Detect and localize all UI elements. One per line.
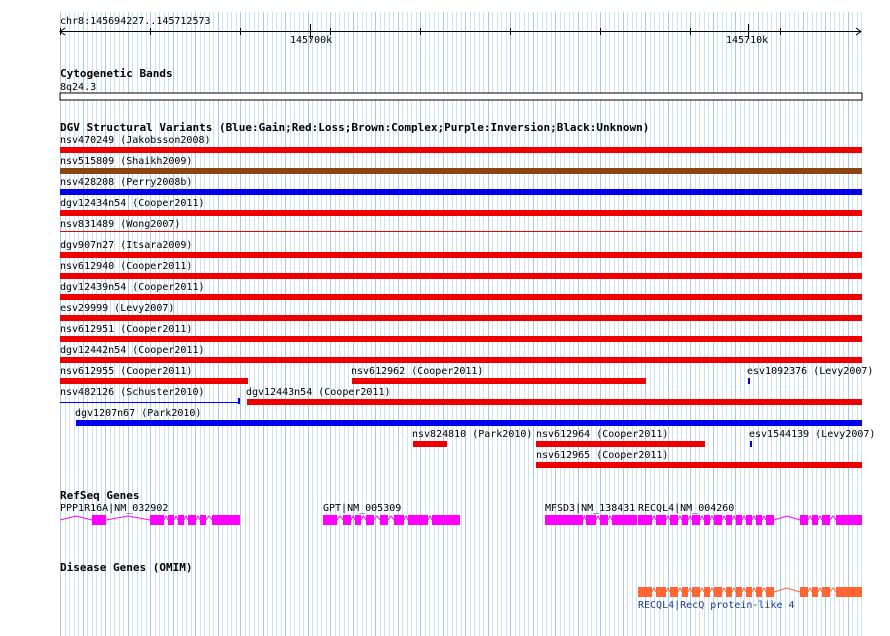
refseq-gene-recql4-exon[interactable]: [692, 515, 700, 525]
variant-label[interactable]: nsv831489 (Wong2007): [60, 219, 181, 230]
variant-bar[interactable]: [60, 336, 862, 342]
variant-bar[interactable]: [60, 315, 862, 321]
refseq-gene-gpt-exon[interactable]: [394, 515, 404, 525]
variant-bar[interactable]: [60, 402, 239, 403]
refseq-gene-recql4-exon[interactable]: [704, 515, 710, 525]
variant-bar[interactable]: [60, 147, 862, 153]
variant-label[interactable]: nsv612964 (Cooper2011): [536, 429, 669, 440]
refseq-gene-recql4-exon[interactable]: [670, 515, 678, 525]
ruler-tick-label-145700k: 145700k: [290, 35, 333, 46]
cytoband-label: 8q24.3: [60, 82, 97, 93]
refseq-gene-recql4-intron: [808, 516, 812, 520]
cytoband-bar: [60, 93, 862, 100]
variant-label[interactable]: dgv907n27 (Itsara2009): [60, 240, 193, 251]
omim-gene-recql4-exon[interactable]: [638, 587, 652, 597]
omim-gene-recql4-exon[interactable]: [746, 587, 752, 597]
omim-gene-recql4-exon[interactable]: [656, 587, 666, 597]
refseq-gene-mfsd3-exon[interactable]: [600, 515, 608, 525]
omim-gene-recql4-intron: [700, 588, 704, 592]
refseq-gene-ppp1r16a-intron: [196, 516, 200, 520]
omim-gene-recql4-exon[interactable]: [736, 587, 742, 597]
omim-gene-recql4-exon[interactable]: [766, 587, 774, 597]
variant-label[interactable]: dgv12434n54 (Cooper2011): [60, 198, 205, 209]
gene-label[interactable]: MFSD3|NM_138431: [545, 503, 636, 514]
variant-bar[interactable]: [60, 378, 248, 384]
refseq-gene-gpt-intron: [361, 516, 366, 520]
refseq-gene-recql4-exon[interactable]: [822, 515, 830, 525]
variant-bar[interactable]: [60, 294, 862, 300]
variant-bar[interactable]: [536, 462, 862, 468]
variant-bar[interactable]: [750, 441, 752, 447]
variant-bar[interactable]: [413, 441, 447, 447]
omim-gene-recql4-exon[interactable]: [714, 587, 722, 597]
variant-bar[interactable]: [76, 420, 862, 426]
refseq-gene-recql4-exon[interactable]: [800, 515, 808, 525]
refseq-gene-gpt-exon[interactable]: [366, 515, 374, 525]
refseq-gene-recql4-exon[interactable]: [638, 515, 652, 525]
omim-gene-recql4-exon[interactable]: [836, 587, 862, 597]
omim-gene-recql4-exon[interactable]: [812, 587, 818, 597]
refseq-gene-mfsd3-intron: [583, 516, 586, 520]
variant-label[interactable]: dgv12442n54 (Cooper2011): [60, 345, 205, 356]
refseq-gene-gpt-exon[interactable]: [408, 515, 428, 525]
refseq-gene-gpt-intron: [374, 516, 380, 520]
refseq-gene-ppp1r16a-exon[interactable]: [200, 515, 206, 525]
refseq-gene-recql4-exon[interactable]: [836, 515, 862, 525]
refseq-gene-ppp1r16a-exon[interactable]: [150, 515, 164, 525]
refseq-gene-recql4-exon[interactable]: [812, 515, 818, 525]
variant-bar[interactable]: [352, 378, 646, 384]
omim-gene-recql4-exon[interactable]: [670, 587, 678, 597]
refseq-gene-recql4-exon[interactable]: [714, 515, 722, 525]
refseq-gene-recql4-exon[interactable]: [736, 515, 742, 525]
variant-label[interactable]: esv1544139 (Levy2007): [749, 429, 876, 440]
refseq-gene-gpt-exon[interactable]: [343, 515, 351, 525]
refseq-gene-ppp1r16a-exon[interactable]: [92, 515, 106, 525]
refseq-gene-recql4-exon[interactable]: [766, 515, 774, 525]
omim-gene-recql4-exon[interactable]: [704, 587, 710, 597]
variant-bar[interactable]: [748, 378, 750, 384]
variant-label[interactable]: nsv428208 (Perry2008b): [60, 177, 193, 188]
refseq-gene-recql4-exon[interactable]: [756, 515, 762, 525]
variant-bar-end: [238, 398, 240, 404]
refseq-gene-gpt-exon[interactable]: [432, 515, 460, 525]
variant-bar[interactable]: [60, 189, 862, 195]
variant-label[interactable]: esv1092376 (Levy2007): [747, 366, 874, 377]
refseq-gene-recql4-exon[interactable]: [746, 515, 752, 525]
refseq-gene-ppp1r16a-exon[interactable]: [212, 515, 240, 525]
variant-label[interactable]: nsv612940 (Cooper2011): [60, 261, 193, 272]
refseq-gene-mfsd3-exon[interactable]: [545, 515, 583, 525]
variant-bar[interactable]: [60, 357, 862, 363]
variant-bar[interactable]: [60, 168, 862, 174]
refseq-gene-ppp1r16a-exon[interactable]: [188, 515, 196, 525]
refseq-gene-ppp1r16a-exon[interactable]: [178, 515, 184, 525]
variant-bar[interactable]: [60, 273, 862, 279]
refseq-gene-recql4-intron: [774, 516, 800, 520]
ruler-tick-label-145710k: 145710k: [726, 35, 769, 46]
refseq-gene-mfsd3-exon[interactable]: [612, 515, 637, 525]
variant-label[interactable]: nsv482126 (Schuster2010): [60, 387, 205, 398]
refseq-gene-recql4-exon[interactable]: [682, 515, 688, 525]
variant-label[interactable]: dgv1207n67 (Park2010): [75, 408, 202, 419]
variant-bar[interactable]: [536, 441, 705, 447]
refseq-track-title: RefSeq Genes: [60, 489, 140, 502]
dgv-track-title: DGV Structural Variants (Blue:Gain;Red:Loss;Brown:Complex;Purple:Inversion;Black:Unknown): [60, 121, 650, 134]
omim-gene-recql4-exon[interactable]: [800, 587, 808, 597]
omim-gene-recql4-exon[interactable]: [726, 587, 732, 597]
refseq-gene-recql4-exon[interactable]: [656, 515, 666, 525]
omim-gene-label[interactable]: RECQL4|RecQ protein-like 4: [638, 600, 795, 611]
refseq-gene-gpt-exon[interactable]: [380, 515, 388, 525]
variant-label[interactable]: nsv470249 (Jakobsson2008): [60, 135, 211, 146]
variant-label[interactable]: dgv12443n54 (Cooper2011): [246, 387, 391, 398]
variant-label[interactable]: nsv824810 (Park2010): [412, 429, 533, 440]
refseq-gene-gpt-exon[interactable]: [323, 515, 337, 525]
gene-label[interactable]: RECQL4|NM_004260: [638, 503, 735, 514]
omim-gene-recql4-exon[interactable]: [682, 587, 688, 597]
gene-label[interactable]: GPT|NM_005309: [323, 503, 402, 514]
omim-gene-recql4-exon[interactable]: [692, 587, 700, 597]
omim-gene-recql4-exon[interactable]: [756, 587, 762, 597]
variant-label[interactable]: esv29999 (Levy2007): [60, 303, 175, 314]
variant-label[interactable]: nsv515809 (Shaikh2009): [60, 156, 193, 167]
cytoband-track-title: Cytogenetic Bands: [60, 67, 173, 80]
refseq-gene-gpt-exon[interactable]: [355, 515, 361, 525]
variant-label[interactable]: nsv612962 (Cooper2011): [351, 366, 484, 377]
variant-bar[interactable]: [60, 231, 862, 232]
variant-label[interactable]: dgv12439n54 (Cooper2011): [60, 282, 205, 293]
region-label: chr8:145694227..145712573: [60, 16, 211, 27]
variant-bar[interactable]: [247, 399, 862, 405]
refseq-gene-recql4-exon[interactable]: [726, 515, 732, 525]
variant-label[interactable]: nsv612951 (Cooper2011): [60, 324, 193, 335]
variant-label[interactable]: nsv612965 (Cooper2011): [536, 450, 669, 461]
gene-label[interactable]: PPP1R16A|NM_032902: [60, 503, 169, 514]
omim-gene-recql4-intron: [774, 588, 800, 592]
omim-track-title: Disease Genes (OMIM): [60, 561, 193, 574]
variant-label[interactable]: nsv612955 (Cooper2011): [60, 366, 193, 377]
omim-gene-recql4-intron: [808, 588, 812, 592]
refseq-gene-ppp1r16a-exon[interactable]: [168, 515, 174, 525]
omim-gene-recql4-exon[interactable]: [822, 587, 830, 597]
refseq-gene-mfsd3-exon[interactable]: [586, 515, 596, 525]
variant-bar[interactable]: [60, 210, 862, 216]
variant-bar[interactable]: [60, 252, 862, 258]
refseq-gene-recql4-intron: [700, 516, 704, 520]
